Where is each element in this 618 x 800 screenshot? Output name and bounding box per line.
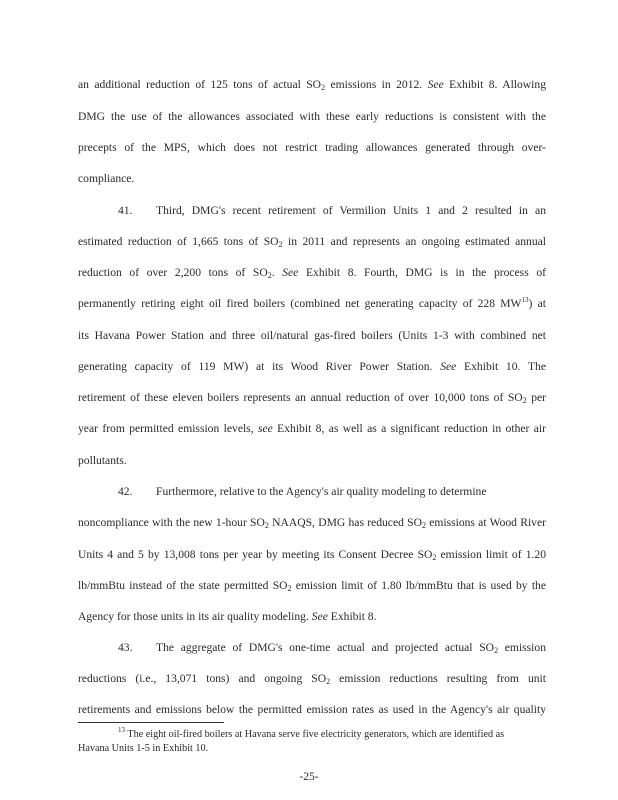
paragraph-42-first-line: 42. Furthermore, relative to the Agency's air quality modeling to determine bbox=[118, 485, 487, 498]
body-line: Units 4 and 5 by 13,008 tons per year by meeting its Consent Decree $SO_2$ emission limit of 1.20 bbox=[78, 548, 547, 562]
paragraph-number: 43. bbox=[118, 641, 133, 654]
body-line: an additional reduction of 125 tons of actual $SO_2$ emissions in 2012. See Exhibit 8. Allowing bbox=[78, 78, 546, 92]
body-line: permanently retiring eight oil fired boilers (combined net generating capacity of 228 MW$^{13}$) at bbox=[78, 296, 546, 310]
paragraph-number: 42. bbox=[118, 485, 133, 498]
paragraph-41-first-line: 41. Third, DMG's recent retirement of Vermilion Units 1 and 2 resulted in an bbox=[118, 204, 546, 217]
body-line: generating capacity of 119 MW) at its Wood River Power Station. See Exhibit 10. The bbox=[78, 360, 546, 373]
body-line: lb/mmBtu instead of the state permitted $SO_2$ emission limit of 1.80 lb/mmBtu that is used by the bbox=[78, 579, 546, 593]
body-line: estimated reduction of 1,665 tons of $SO_2$ in 2011 and represents an ongoing estimated annual bbox=[78, 235, 546, 249]
body-line: pollutants. bbox=[78, 454, 127, 467]
paragraph-43-first-line: 43. The aggregate of DMG's one-time actual and projected actual $SO_2$ emission bbox=[118, 641, 546, 655]
body-line: noncompliance with the new 1-hour $SO_2$ NAAQS, DMG has reduced $SO_2$ emissions at Wood River bbox=[78, 516, 546, 530]
body-line: reductions (i.e., 13,071 tons) and ongoing $SO_2$ emission reductions resulting from unit bbox=[78, 672, 547, 686]
body-line: its Havana Power Station and three oil/natural gas-fired boilers (Units 1-3 with combined net bbox=[78, 329, 546, 342]
body-line: Agency for those units in its air quality modeling. See Exhibit 8. bbox=[78, 610, 377, 623]
footnote-reference: 13 bbox=[521, 296, 529, 304]
paragraph-number: 41. bbox=[118, 204, 133, 217]
footnote-mark: 13 bbox=[118, 726, 125, 734]
footnote-line: Havana Units 1-5 in Exhibit 10. bbox=[78, 743, 209, 754]
footnote-separator bbox=[78, 722, 224, 723]
body-line: retirements and emissions below the permitted emission rates as used in the Agency's air quality bbox=[78, 703, 546, 716]
body-line: precepts of the MPS, which does not restrict trading allowances generated through over- bbox=[78, 141, 546, 154]
body-line: retirement of these eleven boilers represents an annual reduction of over 10,000 tons of $SO_2$ per bbox=[78, 391, 547, 405]
page-number: -25- bbox=[299, 770, 319, 783]
body-line: compliance. bbox=[78, 172, 135, 185]
body-line: reduction of over 2,200 tons of $SO_2$. See Exhibit 8. Fourth, DMG is in the process of bbox=[78, 266, 546, 280]
body-line: DMG the use of the allowances associated with these early reductions is consistent with the bbox=[78, 110, 546, 123]
footnote-line: $^{13}$ The eight oil-fired boilers at Havana serve five electricity generators, which are identified as bbox=[118, 726, 505, 740]
body-line: year from permitted emission levels, see Exhibit 8, as well as a significant reduction in other air bbox=[78, 422, 546, 435]
